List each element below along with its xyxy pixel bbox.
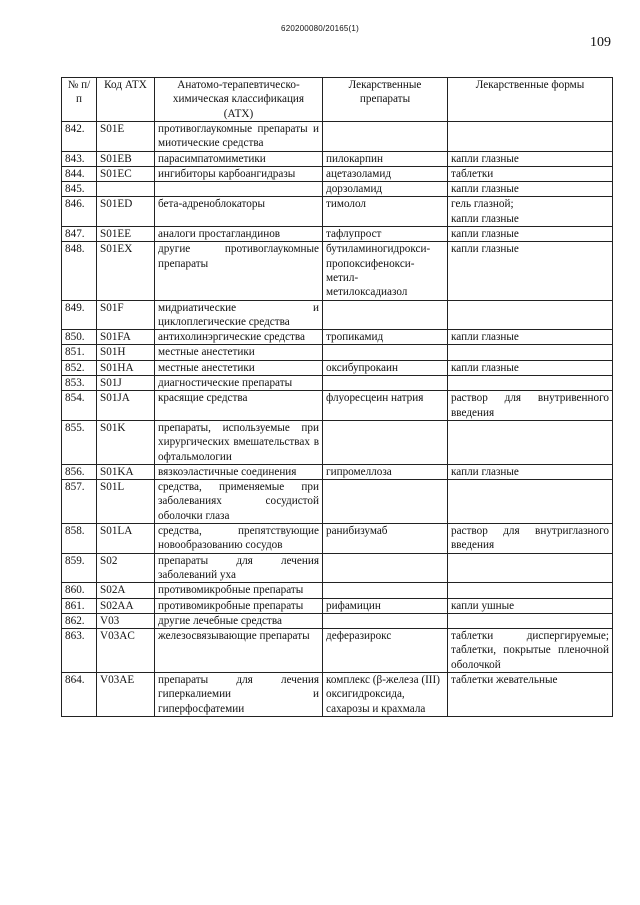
- row-number-cell: 850.: [62, 330, 97, 345]
- dosage-form-cell: раствор для внутриглазного введения: [448, 524, 613, 554]
- classification-cell: средства, препятствующие новообразованию сосудов: [155, 524, 323, 554]
- table-row: [62, 464, 613, 479]
- atc-code-cell: S02AA: [97, 598, 155, 613]
- row-number-cell: 849.: [62, 300, 97, 330]
- atc-code-cell: V03AC: [97, 629, 155, 673]
- classification-cell: местные анестетики: [155, 360, 323, 375]
- row-number-cell: 863.: [62, 629, 97, 673]
- dosage-form-cell: таблетки жевательные: [448, 672, 613, 716]
- table-row: [62, 583, 613, 598]
- dosage-form-cell: [448, 420, 613, 464]
- table-row: [62, 553, 613, 583]
- row-number-cell: 855.: [62, 420, 97, 464]
- row-number-cell: 846.: [62, 197, 97, 227]
- dosage-form-cell: [448, 122, 613, 152]
- classification-cell: противоглаукомные препараты и миотические средства: [155, 122, 323, 152]
- table-row: [62, 598, 613, 613]
- atc-code-cell: S02A: [97, 583, 155, 598]
- row-number-cell: 844.: [62, 166, 97, 181]
- atc-code-cell: S01H: [97, 345, 155, 360]
- classification-cell: местные анестетики: [155, 345, 323, 360]
- dosage-form-cell: [448, 583, 613, 598]
- table-row: [62, 480, 613, 524]
- table-row: [62, 166, 613, 181]
- row-number-cell: 857.: [62, 480, 97, 524]
- row-number-cell: 853.: [62, 376, 97, 391]
- drug-name-cell: тафлупрост: [323, 227, 448, 242]
- row-number-cell: 842.: [62, 122, 97, 152]
- atc-code-cell: S01KA: [97, 464, 155, 479]
- drug-name-cell: ацетазоламид: [323, 166, 448, 181]
- row-number-cell: 852.: [62, 360, 97, 375]
- row-number-cell: 861.: [62, 598, 97, 613]
- classification-cell: красящие средства: [155, 391, 323, 421]
- drug-name-cell: [323, 376, 448, 391]
- table-header-row: [62, 78, 613, 122]
- drug-name-cell: комплекс (β-железа (III) оксигидроксида, сахарозы и крахмала: [323, 672, 448, 716]
- dosage-form-cell: [448, 553, 613, 583]
- row-number-cell: 847.: [62, 227, 97, 242]
- col-number-header: № п/п: [62, 78, 97, 122]
- dosage-form-cell: [448, 613, 613, 628]
- classification-cell: противомикробные препараты: [155, 583, 323, 598]
- classification-cell: ингибиторы карбоангидразы: [155, 166, 323, 181]
- drug-name-cell: [323, 583, 448, 598]
- classification-cell: парасимпатомиметики: [155, 151, 323, 166]
- drug-name-cell: бутиламиногидрокси- пропоксифенокси- метил- метилоксадиазол: [323, 242, 448, 300]
- table-row: [62, 151, 613, 166]
- dosage-form-cell: [448, 376, 613, 391]
- row-number-cell: 845.: [62, 182, 97, 197]
- classification-cell: другие лечебные средства: [155, 613, 323, 628]
- atc-code-cell: S01E: [97, 122, 155, 152]
- dosage-form-cell: [448, 345, 613, 360]
- drug-name-cell: деферазирокс: [323, 629, 448, 673]
- dosage-form-cell: таблетки: [448, 166, 613, 181]
- drug-name-cell: [323, 122, 448, 152]
- table-row: [62, 629, 613, 673]
- classification-cell: препараты для лечения гиперкалиемии и гиперфосфатемии: [155, 672, 323, 716]
- drug-name-cell: [323, 553, 448, 583]
- table-row: [62, 524, 613, 554]
- drug-name-cell: рифамицин: [323, 598, 448, 613]
- atc-code-cell: S01JA: [97, 391, 155, 421]
- atc-code-cell: S01L: [97, 480, 155, 524]
- row-number-cell: 851.: [62, 345, 97, 360]
- classification-cell: [155, 182, 323, 197]
- table-row: [62, 420, 613, 464]
- col-forms-header: Лекарственные формы: [448, 78, 613, 122]
- atc-code-cell: S01EX: [97, 242, 155, 300]
- table-row: [62, 360, 613, 375]
- classification-cell: средства, применяемые при заболеваниях сосудистой оболочки глаза: [155, 480, 323, 524]
- atc-code-cell: S01FA: [97, 330, 155, 345]
- atc-table: [61, 77, 613, 717]
- atc-code-cell: V03: [97, 613, 155, 628]
- classification-cell: бета-адреноблокаторы: [155, 197, 323, 227]
- table-row: [62, 242, 613, 300]
- table-row: [62, 197, 613, 227]
- atc-code-cell: S01ED: [97, 197, 155, 227]
- row-number-cell: 864.: [62, 672, 97, 716]
- dosage-form-cell: раствор для внутривенного введения: [448, 391, 613, 421]
- drug-name-cell: флуоресцеин натрия: [323, 391, 448, 421]
- table-row: [62, 300, 613, 330]
- table-row: [62, 391, 613, 421]
- drug-name-cell: [323, 300, 448, 330]
- dosage-form-cell: таблетки диспергируемые; таблетки, покрытые пленочной оболочкой: [448, 629, 613, 673]
- col-classification-header: Анатомо-терапевтическо-химическая классификация (АТХ): [155, 78, 323, 122]
- classification-cell: противомикробные препараты: [155, 598, 323, 613]
- row-number-cell: 858.: [62, 524, 97, 554]
- classification-cell: аналоги простагландинов: [155, 227, 323, 242]
- atc-code-cell: S01EC: [97, 166, 155, 181]
- dosage-form-cell: капли ушные: [448, 598, 613, 613]
- table-row: [62, 376, 613, 391]
- page-number: 109: [590, 35, 611, 50]
- row-number-cell: 860.: [62, 583, 97, 598]
- dosage-form-cell: [448, 480, 613, 524]
- atc-code-cell: S01EE: [97, 227, 155, 242]
- drug-name-cell: пилокарпин: [323, 151, 448, 166]
- atc-code-cell: V03AE: [97, 672, 155, 716]
- table-row: [62, 345, 613, 360]
- row-number-cell: 848.: [62, 242, 97, 300]
- atc-code-cell: S02: [97, 553, 155, 583]
- atc-code-cell: S01LA: [97, 524, 155, 554]
- drug-name-cell: [323, 420, 448, 464]
- table-body: [62, 122, 613, 717]
- row-number-cell: 856.: [62, 464, 97, 479]
- drug-name-cell: тимолол: [323, 197, 448, 227]
- drug-name-cell: [323, 345, 448, 360]
- atc-code-cell: S01J: [97, 376, 155, 391]
- table-row: [62, 122, 613, 152]
- classification-cell: антихолинэргические средства: [155, 330, 323, 345]
- classification-cell: железосвязывающие препараты: [155, 629, 323, 673]
- dosage-form-cell: капли глазные: [448, 464, 613, 479]
- classification-cell: диагностические препараты: [155, 376, 323, 391]
- dosage-form-cell: гель глазной; капли глазные: [448, 197, 613, 227]
- classification-cell: другие противоглаукомные препараты: [155, 242, 323, 300]
- dosage-form-cell: капли глазные: [448, 242, 613, 300]
- table-row: [62, 672, 613, 716]
- atc-code-cell: S01HA: [97, 360, 155, 375]
- row-number-cell: 862.: [62, 613, 97, 628]
- drug-name-cell: ранибизумаб: [323, 524, 448, 554]
- atc-code-cell: [97, 182, 155, 197]
- classification-cell: препараты, используемые при хирургических вмешательствах в офтальмологии: [155, 420, 323, 464]
- dosage-form-cell: капли глазные: [448, 360, 613, 375]
- dosage-form-cell: [448, 300, 613, 330]
- drug-name-cell: [323, 613, 448, 628]
- dosage-form-cell: капли глазные: [448, 330, 613, 345]
- drug-name-cell: гипромеллоза: [323, 464, 448, 479]
- table-row: [62, 227, 613, 242]
- atc-code-cell: S01F: [97, 300, 155, 330]
- table-row: [62, 613, 613, 628]
- table-row: [62, 330, 613, 345]
- col-drugs-header: Лекарственные препараты: [323, 78, 448, 122]
- classification-cell: вязкоэластичные соединения: [155, 464, 323, 479]
- dosage-form-cell: капли глазные: [448, 182, 613, 197]
- atc-code-cell: S01K: [97, 420, 155, 464]
- col-code-header: Код АТХ: [97, 78, 155, 122]
- drug-name-cell: оксибупрокаин: [323, 360, 448, 375]
- row-number-cell: 859.: [62, 553, 97, 583]
- classification-cell: препараты для лечения заболеваний уха: [155, 553, 323, 583]
- dosage-form-cell: капли глазные: [448, 151, 613, 166]
- document-id: 620200080/20165(1): [281, 24, 359, 33]
- classification-cell: мидриатические и циклоплегические средства: [155, 300, 323, 330]
- table-row: [62, 182, 613, 197]
- drug-name-cell: дорзоламид: [323, 182, 448, 197]
- drug-name-cell: [323, 480, 448, 524]
- atc-code-cell: S01EB: [97, 151, 155, 166]
- row-number-cell: 854.: [62, 391, 97, 421]
- drug-name-cell: тропикамид: [323, 330, 448, 345]
- row-number-cell: 843.: [62, 151, 97, 166]
- dosage-form-cell: капли глазные: [448, 227, 613, 242]
